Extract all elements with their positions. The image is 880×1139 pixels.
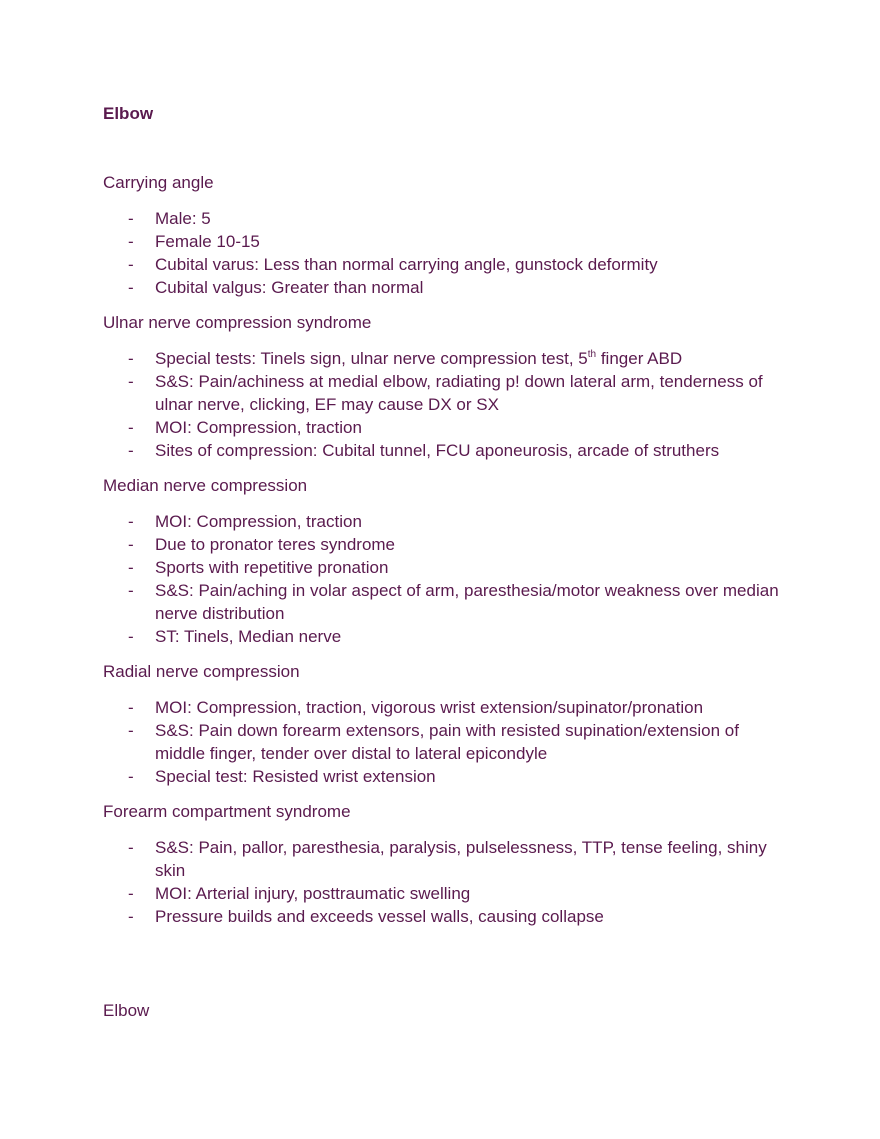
list-item: [103, 836, 793, 882]
section-heading: Forearm compartment syndrome: [103, 802, 351, 821]
list-item-text: finger ABD: [596, 349, 683, 368]
list-item-text: S&S: Pain/aching in volar aspect of arm, paresthesia/motor weakness over median nerve distribution: [155, 581, 779, 623]
list-item-text: Sports with repetitive pronation: [155, 558, 389, 577]
section-ulnar-nerve-compression-syndrome: [103, 313, 793, 462]
list-item: [103, 625, 793, 648]
list-item: [103, 696, 793, 719]
section-radial-nerve-compression: [103, 662, 793, 788]
dash-bullet-icon: -: [128, 581, 134, 600]
list-item: [103, 556, 793, 579]
dash-bullet-icon: -: [128, 372, 134, 391]
bullet-list: [103, 836, 793, 928]
dash-bullet-icon: -: [128, 558, 134, 577]
dash-bullet-icon: -: [128, 535, 134, 554]
ordinal-superscript: th: [587, 349, 597, 360]
dash-bullet-icon: -: [128, 838, 134, 857]
section-heading: Median nerve compression: [103, 476, 308, 495]
page-title: Elbow: [103, 104, 154, 123]
dash-bullet-icon: -: [128, 627, 134, 646]
section-heading: Carrying angle: [103, 173, 214, 192]
dash-bullet-icon: -: [128, 721, 134, 740]
list-item-text: ST: Tinels, Median nerve: [155, 627, 342, 646]
list-item: [103, 719, 793, 765]
list-item: [103, 439, 793, 462]
list-item-text: Special test: Resisted wrist extension: [155, 767, 436, 786]
list-item: [103, 347, 793, 370]
list-item: [103, 230, 793, 253]
list-item-text: MOI: Compression, traction, vigorous wrist extension/supinator/pronation: [155, 698, 704, 717]
section-forearm-compartment-syndrome: [103, 802, 793, 928]
list-item-text: MOI: Compression, traction: [155, 418, 362, 437]
list-item: [103, 510, 793, 533]
dash-bullet-icon: -: [128, 907, 134, 926]
bullet-list: [103, 207, 793, 299]
list-item-text: Female 10-15: [155, 232, 260, 251]
section-median-nerve-compression: [103, 476, 793, 648]
list-item-text: MOI: Compression, traction: [155, 512, 362, 531]
dash-bullet-icon: -: [128, 441, 134, 460]
dash-bullet-icon: -: [128, 209, 134, 228]
dash-bullet-icon: -: [128, 232, 134, 251]
list-item: [103, 765, 793, 788]
list-item: [103, 579, 793, 625]
list-item-text: MOI: Arterial injury, posttraumatic swelling: [155, 884, 471, 903]
list-item-text: S&S: Pain down forearm extensors, pain with resisted supination/extension of middle finger, tender over distal to lateral epicondyle: [155, 721, 739, 763]
bullet-list: [103, 696, 793, 788]
list-item-text: S&S: Pain, pallor, paresthesia, paralysis, pulselessness, TTP, tense feeling, shiny skin: [155, 838, 767, 880]
list-item-text: Special tests: Tinels sign, ulnar nerve compression test, 5: [155, 349, 588, 368]
document-body: [103, 173, 793, 942]
section-heading: Ulnar nerve compression syndrome: [103, 313, 372, 332]
list-item: [103, 276, 793, 299]
dash-bullet-icon: -: [128, 255, 134, 274]
dash-bullet-icon: -: [128, 767, 134, 786]
dash-bullet-icon: -: [128, 884, 134, 903]
bullet-list: [103, 510, 793, 648]
list-item-text: Sites of compression: Cubital tunnel, FCU aponeurosis, arcade of struthers: [155, 441, 720, 460]
section-carrying-angle: [103, 173, 793, 299]
dash-bullet-icon: -: [128, 698, 134, 717]
list-item: [103, 207, 793, 230]
list-item: [103, 370, 793, 416]
dash-bullet-icon: -: [128, 418, 134, 437]
list-item-text: S&S: Pain/achiness at medial elbow, radiating p! down lateral arm, tenderness of ulnar nerve, clicking, EF may cause DX or SX: [155, 372, 763, 414]
next-page-title: Elbow: [103, 1001, 150, 1020]
list-item: [103, 533, 793, 556]
section-heading: Radial nerve compression: [103, 662, 300, 681]
dash-bullet-icon: -: [128, 278, 134, 297]
list-item: [103, 253, 793, 276]
list-item-text: Cubital valgus: Greater than normal: [155, 278, 424, 297]
dash-bullet-icon: -: [128, 349, 134, 368]
list-item-text: Male: 5: [155, 209, 211, 228]
bullet-list: [103, 347, 793, 462]
list-item: [103, 416, 793, 439]
list-item-text: Due to pronator teres syndrome: [155, 535, 396, 554]
dash-bullet-icon: -: [128, 512, 134, 531]
list-item-text: Cubital varus: Less than normal carrying angle, gunstock deformity: [155, 255, 658, 274]
list-item: [103, 882, 793, 905]
list-item: [103, 905, 793, 928]
list-item-text: Pressure builds and exceeds vessel walls, causing collapse: [155, 907, 604, 926]
